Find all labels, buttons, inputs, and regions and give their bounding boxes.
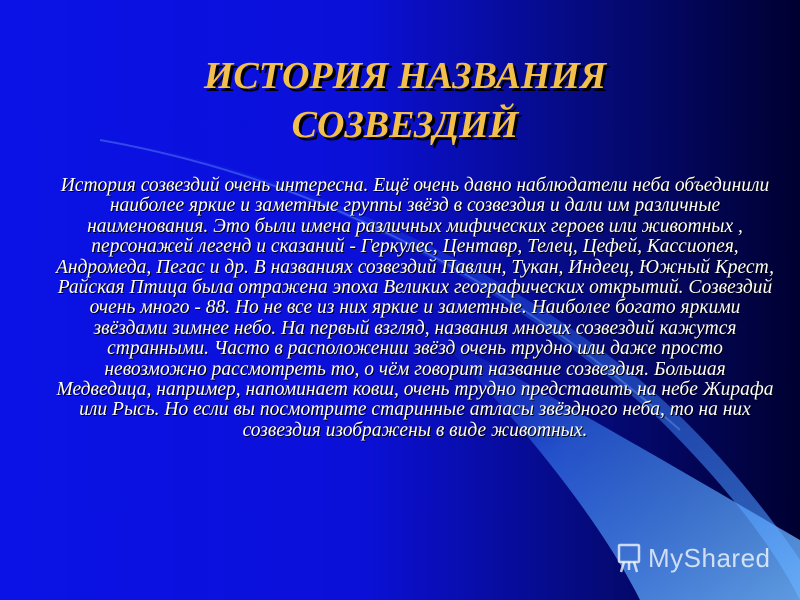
watermark-logo [616,538,771,578]
slide-title [150,52,660,150]
slide-title-line-1: ИСТОРИЯ НАЗВАНИЯ [203,55,607,97]
slide-title-line-2: СОЗВЕЗДИЙ [291,104,519,146]
presentation-board-icon [616,543,642,573]
watermark-text: MyShared [648,542,771,573]
slide-body-text: История созвездий очень интересна. Ещё очень давно наблюдатели неба объединили наиболее яркие и заметные группы звёзд в созвездия и дали им различные наименования. Это были имена различных мифических героев или животных , персонажей легенд и сказаний - Геркулес, Центавр, Телец, Цефей, Кассиопея, Андромеда, Пегас и др. В названиях созвездий Павлин, Тукан, Индеец, Южный Крест, Райская Птица была отражена эпоха Великих географических открытий. Созвездий очень много - 88. Но не все из них яркие и заметные. Наиболее богато яркими звёздами зимнее небо. На первый взгляд, названия многих созвездий кажутся странными. Часто в расположении звёзд очень трудно или даже просто невозможно рассмотреть то, о чём говорит название созвездия. Большая Медведица, например, напоминает ковш, очень трудно представить на небе Жирафа или Рысь. Но если вы посмотрите старинные атласы звёздного неба, то на них созвездия изображены в виде животных. [55,175,775,441]
